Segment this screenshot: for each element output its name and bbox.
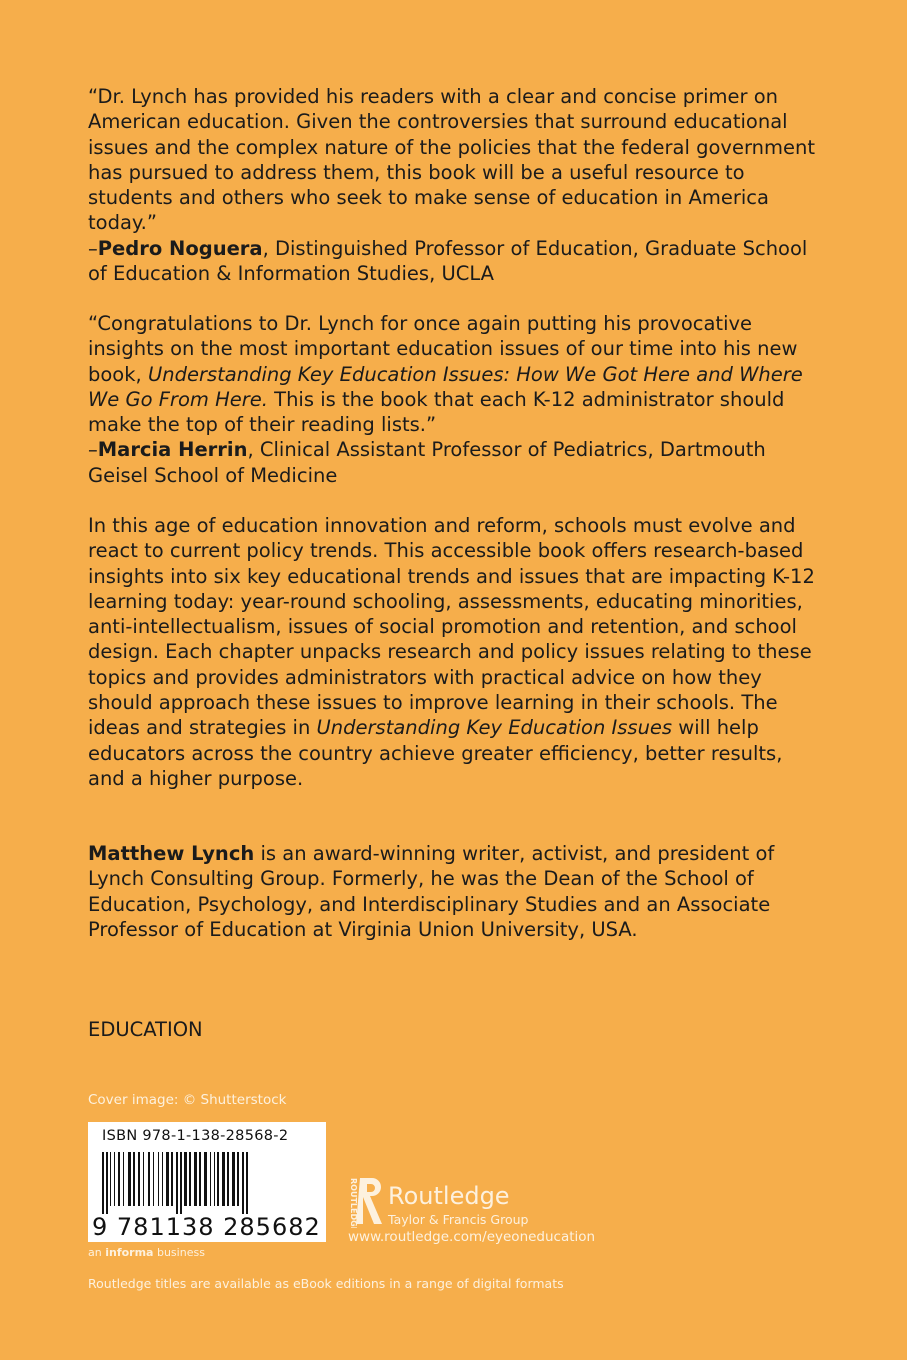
description-text-end: will help educators across the country achieve greater efficiency, better results, and a higher purpose. xyxy=(88,716,783,790)
barcode-bar xyxy=(148,1152,150,1206)
barcode-bar xyxy=(176,1152,178,1214)
ebook-note: Routledge titles are available as eBook editions in a range of digital formats xyxy=(88,1276,564,1291)
isbn-label: ISBN 978-1-138-28568-2 xyxy=(102,1128,289,1144)
barcode-bar xyxy=(128,1152,131,1206)
cover-credit: Cover image: © Shutterstock xyxy=(88,1092,287,1108)
barcode-bar xyxy=(180,1152,182,1214)
quote-text-end: This is the book that each K-12 administrator should make the top of their reading lists.” xyxy=(88,387,785,437)
quote-affiliation: , Distinguished Professor of Education, Graduate School of Education & Information Studies, UCLA xyxy=(88,236,808,286)
publisher-logo xyxy=(340,1176,529,1232)
barcode-bar xyxy=(246,1152,248,1214)
barcode-bar xyxy=(158,1152,159,1206)
publisher-url[interactable]: www.routledge.com/eyeoneducation xyxy=(348,1229,596,1245)
isbn-barcode-box xyxy=(88,1122,326,1242)
quote-text: “Congratulations to Dr. Lynch for once again putting his provocative insights on the most important education issues of our time into his new book, xyxy=(88,312,798,386)
barcode-bar xyxy=(227,1152,229,1206)
barcode-bar xyxy=(242,1152,244,1214)
quote-dash: – xyxy=(88,438,98,462)
barcode-bar xyxy=(189,1152,191,1206)
barcode-bar xyxy=(166,1152,169,1206)
quote-dash: – xyxy=(88,236,98,260)
barcode xyxy=(88,1152,326,1214)
publisher-group: Taylor & Francis Group xyxy=(388,1212,529,1227)
barcode-bar xyxy=(162,1152,163,1206)
barcode-bar xyxy=(106,1152,108,1214)
informa-brand: informa xyxy=(105,1246,154,1259)
routledge-r-icon xyxy=(340,1176,384,1228)
quote-affiliation: , Clinical Assistant Professor of Pediatrics, Dartmouth Geisel School of Medicine xyxy=(88,438,766,487)
barcode-bar xyxy=(110,1152,111,1206)
quote-author: Pedro Noguera xyxy=(97,236,263,260)
quote-text: “Dr. Lynch has provided his readers with a clear and concise primer on American education. Given the controversies that surround educational issues and the complex nature of the policies that the federal government has pursued to address them, this book will be a useful resource to students and others who seek to make sense of education in America today.” xyxy=(88,85,815,235)
barcode-bar xyxy=(199,1152,201,1206)
book-title: Understanding Key Education Issues: How We Got Here and Where We Go From Here. xyxy=(88,362,803,411)
subject-category: EDUCATION xyxy=(88,1018,203,1041)
barcode-bar xyxy=(217,1152,219,1206)
barcode-bar xyxy=(118,1152,120,1206)
barcode-bar xyxy=(153,1152,154,1206)
barcode-bar xyxy=(138,1152,140,1206)
barcode-bar xyxy=(102,1152,104,1214)
book-description xyxy=(88,513,823,791)
book-title: Understanding Key Education Issues xyxy=(316,716,673,740)
publisher-name: Routledge xyxy=(388,1182,510,1210)
barcode-bar xyxy=(204,1152,207,1206)
barcode-bar xyxy=(114,1152,115,1206)
author-name: Matthew Lynch xyxy=(88,842,255,865)
barcode-bar xyxy=(237,1152,239,1206)
barcode-bar xyxy=(210,1152,211,1206)
barcode-bar xyxy=(143,1152,144,1206)
barcode-bar xyxy=(133,1152,135,1206)
bio-text: is an award-winning writer, activist, and president of Lynch Consulting Group. Formerly, he was the Dean of the School of Education, Psychology, and Interdisciplinary Studies and an Associate Professor of Education at Virginia Union University, USA. xyxy=(88,842,775,941)
barcode-bar xyxy=(194,1152,197,1206)
barcode-bar xyxy=(232,1152,235,1206)
barcode-bar xyxy=(214,1152,215,1206)
quote-author: Marcia Herrin xyxy=(97,438,248,462)
author-bio xyxy=(88,841,823,942)
quote-noguera xyxy=(88,84,823,286)
quote-herrin xyxy=(88,311,823,488)
isbn-digits: 9 781138 285682 xyxy=(92,1213,321,1241)
routledge-vertical-text: ROUTLEDGE xyxy=(349,1178,358,1228)
description-text: In this age of education innovation and reform, schools must evolve and react to current policy trends. This accessible book offers research-based insights into six key educational trends and issues that are impacting K-12 learning today: year-round schooling, assessments, educating minorities, anti-intellectualism, issues of social promotion and retention, and school design. Each chapter unpacks research and policy issues relating to these topics and provides administrators with practical advice on how they should approach these issues to improve learning in their schools. The ideas and strategies in xyxy=(88,514,815,740)
barcode-bar xyxy=(123,1152,124,1206)
barcode-bar xyxy=(222,1152,225,1206)
informa-tagline: an informa business xyxy=(88,1246,205,1259)
barcode-bar xyxy=(171,1152,173,1206)
barcode-bar xyxy=(184,1152,187,1206)
